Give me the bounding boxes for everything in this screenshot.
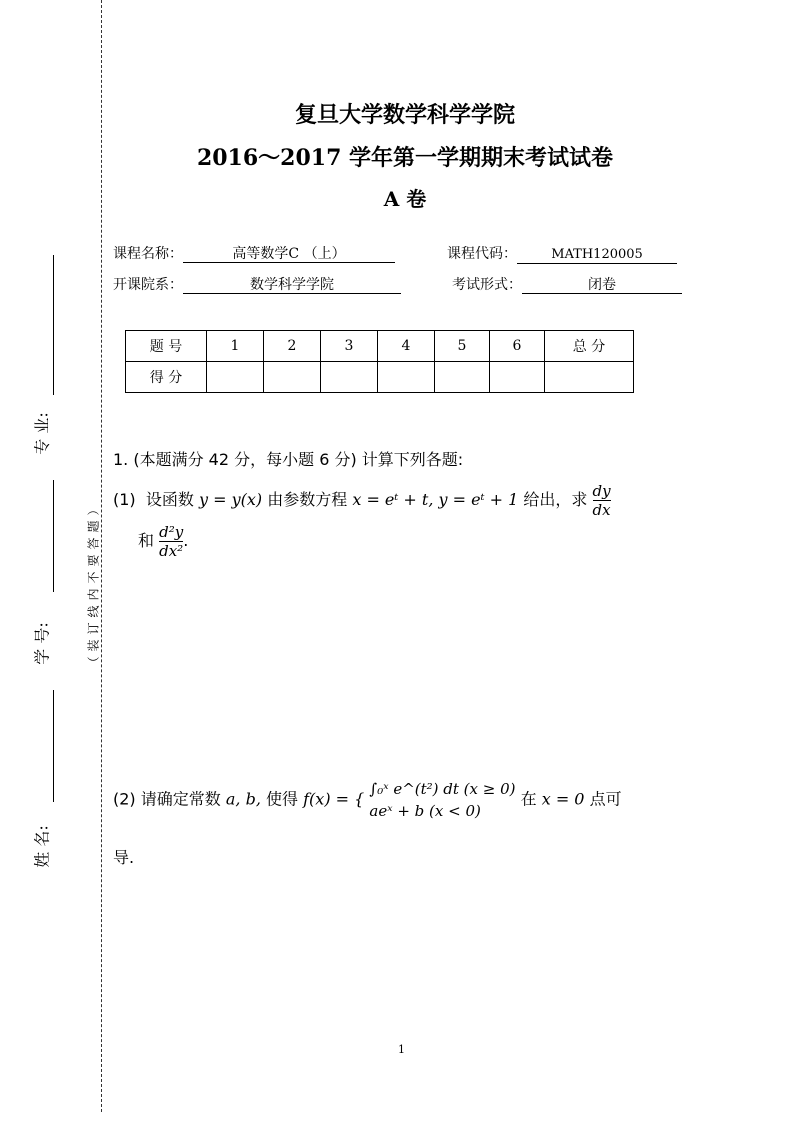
numerator: dy (592, 482, 611, 500)
table-cell: 得 分 (126, 362, 207, 393)
dept-row (113, 274, 401, 294)
question-1-2-cont: 导. (113, 848, 135, 867)
school-title: 复旦大学数学科学学院 (294, 102, 515, 128)
denominator: dx (592, 501, 611, 519)
name-label: 姓 名: (32, 825, 52, 868)
table-cell: 题 号 (126, 331, 207, 362)
table-cell: 4 (378, 331, 435, 362)
text: 在 (520, 789, 537, 809)
text: 使得 (266, 789, 299, 809)
numerator: d²y (159, 523, 184, 541)
table-cell: 总 分 (545, 331, 634, 362)
part-number: (1) (113, 490, 136, 509)
course-name-label: 课程名称： (113, 246, 183, 262)
binding-note: （装订线内不要答题） (86, 498, 101, 669)
text: 和 (138, 531, 155, 550)
case-2: aeˣ + b (x < 0) (369, 802, 481, 820)
table-cell: 2 (264, 331, 321, 362)
course-name-row (113, 243, 395, 263)
course-code-label: 课程代码： (447, 246, 517, 262)
dept-value: 数学科学学院 (183, 277, 401, 294)
math: x = eᵗ + t, y = eᵗ + 1 (352, 490, 519, 509)
piecewise-cases (369, 778, 515, 822)
exam-type-label: 考试形式： (452, 277, 522, 293)
score-cell[interactable] (321, 362, 378, 393)
text: 请确定常数 (140, 789, 221, 809)
math: f(x) = { (303, 789, 365, 809)
course-code-row (447, 243, 677, 264)
major-label: 专 业: (32, 412, 52, 455)
question-1-heading: 1. (本题满分 42 分，每小题 6 分) 计算下列各题: (113, 450, 464, 469)
text: 设函数 (145, 490, 194, 509)
score-cell[interactable] (207, 362, 264, 393)
math: a, b, (225, 789, 261, 809)
score-cell[interactable] (545, 362, 634, 393)
fraction-dy-dx (593, 482, 611, 519)
denominator: dx² (159, 542, 184, 560)
dept-label: 开课院系： (113, 277, 183, 293)
table-cell: 3 (321, 331, 378, 362)
case-1: ∫₀ˣ e^(t²) dt (x ≥ 0) (369, 780, 516, 798)
question-1-1 (113, 482, 611, 519)
table-cell: 1 (207, 331, 264, 362)
text: 点可 (589, 789, 622, 809)
course-name-value: 高等数学C （上） (183, 246, 395, 263)
math: x = 0 (541, 789, 585, 809)
text: 给出，求 (523, 490, 588, 509)
major-field-line[interactable] (53, 255, 54, 395)
question-1-1-cont: 和 $\frac{\text{d²y}}{\text{dx²}}$ . (138, 523, 189, 560)
part-number: (2) (113, 789, 136, 809)
score-table (125, 330, 634, 393)
student-id-field-line[interactable] (53, 480, 54, 592)
student-id-label: 学 号: (32, 622, 52, 665)
table-cell: 5 (435, 331, 490, 362)
math: y = y(x) (198, 490, 263, 509)
text: 由参数方程 (267, 490, 348, 509)
table-row (126, 331, 634, 362)
question-1-2 (113, 778, 622, 822)
exam-type-value: 闭卷 (522, 277, 682, 294)
score-cell[interactable] (264, 362, 321, 393)
score-cell[interactable] (378, 362, 435, 393)
fraction-d2y-dx2 (159, 523, 183, 560)
course-code-value: MATH120005 (517, 247, 677, 264)
score-cell[interactable] (435, 362, 490, 393)
table-cell: 6 (490, 331, 545, 362)
exam-type-row (452, 274, 682, 294)
page-number: 1 (398, 1043, 405, 1056)
table-row (126, 362, 634, 393)
score-cell[interactable] (490, 362, 545, 393)
name-field-line[interactable] (53, 690, 54, 802)
paper-version: A 卷 (383, 187, 427, 211)
exam-title: 2016～2017 学年第一学期期末考试试卷 (196, 145, 614, 171)
